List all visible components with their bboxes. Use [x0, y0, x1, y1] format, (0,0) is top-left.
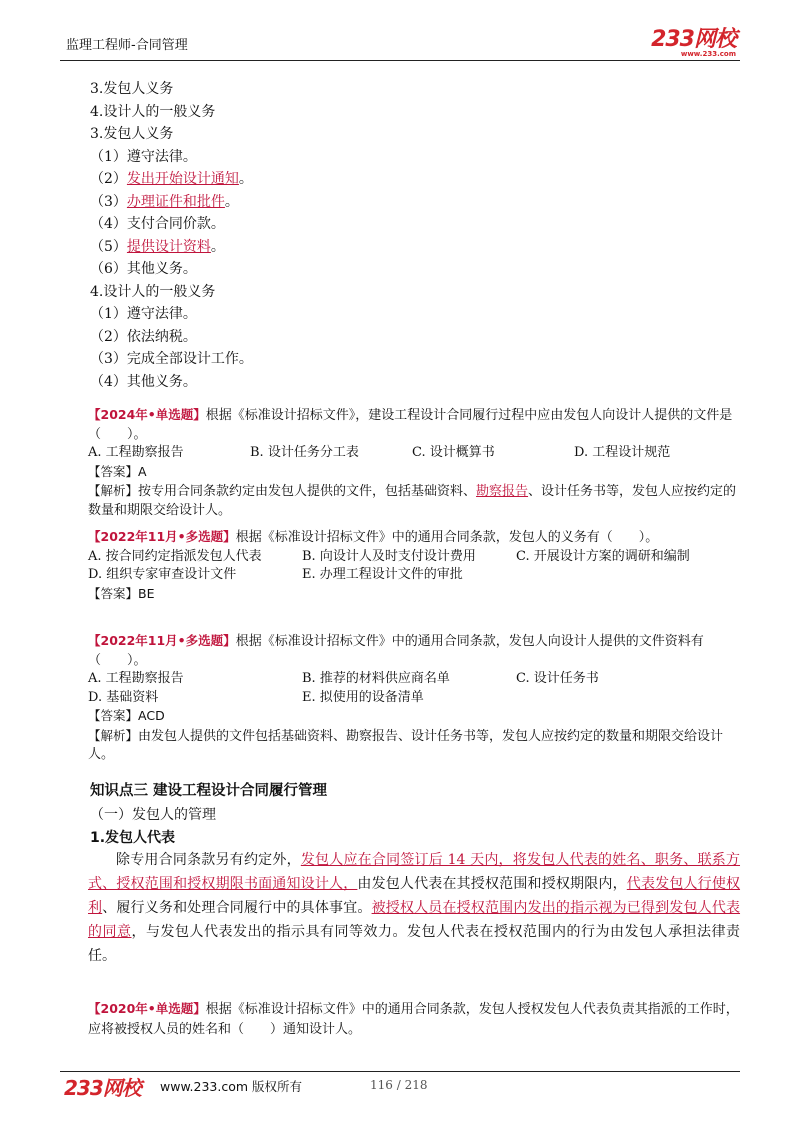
- option: E. 拟使用的设备清单: [302, 689, 424, 705]
- analysis: 【解析】由发包人提供的文件包括基础资料、勘察报告、设计任务书等，发包人应按约定的数量和期限交给设计人。: [88, 727, 724, 762]
- question-stem: 【2020年•单选题】根据《标准设计招标文件》中的通用合同条款，发包人授权发包人代表负责其指派的工作时，应将被授权人员的姓名和（ ）通知设计人。: [88, 1001, 739, 1037]
- option: D. 工程设计规范: [574, 445, 671, 460]
- answer: 【答案】ACD: [88, 708, 165, 723]
- intro-line: 3.发包人义务: [90, 81, 174, 97]
- question-4: [88, 999, 740, 1040]
- options-row: [88, 689, 740, 708]
- employer-item: （3）办理证件和批件。: [90, 193, 239, 210]
- options-row: [88, 670, 740, 689]
- question-tag: 【2020年•单选题】: [88, 1001, 206, 1016]
- footer-logo: 233网校: [64, 1076, 141, 1100]
- section-paragraph: 除专用合同条款另有约定外，发包人应在合同签订后 14 天内，将发包人代表的姓名、职务、联系方式、授权范围和授权期限书面通知设计人，由发包人代表在其授权范围和授权期限内，代表发包人行使权利、履行义务和处理合同履行中的具体事宜。被授权人员在授权范围内发出的指示视为已得到发包人代表的同意，与发包人代表发出的指示具有同等效力。发包人代表在授权范围内的行为由发包人承担法律责任。: [88, 852, 741, 964]
- question-3: [88, 632, 740, 765]
- question-tag: 【2024年•单选题】: [88, 407, 206, 422]
- question-stem: 【2022年11月•多选题】根据《标准设计招标文件》中的通用合同条款，发包人向设计人提供的文件资料有（ ）。: [88, 633, 704, 668]
- option: A. 工程勘察报告: [88, 445, 184, 460]
- answer: 【答案】A: [88, 463, 147, 479]
- option: D. 组织专家审查设计文件: [88, 567, 237, 582]
- designer-item: （4）其他义务。: [90, 373, 197, 390]
- designer-item: （3）完成全部设计工作。: [90, 351, 253, 367]
- employer-item: （5）提供设计资料。: [90, 238, 225, 255]
- question-stem: 【2024年•单选题】根据《标准设计招标文件》，建设工程设计合同履行过程中应由发包人向设计人提供的文件是（ ）。: [88, 407, 733, 442]
- header-title: 监理工程师-合同管理: [66, 38, 188, 53]
- question-tag: 【2022年11月•多选题】: [88, 633, 236, 648]
- page-header: [60, 22, 740, 61]
- option: B. 推荐的材料供应商名单: [302, 671, 450, 686]
- footer-divider: [60, 1071, 740, 1072]
- employer-item: （1）遵守法律。: [90, 148, 197, 165]
- option: A. 按合同约定指派发包人代表: [88, 548, 262, 564]
- designer-heading: 4.设计人的一般义务: [90, 283, 216, 300]
- question-stem: 【2022年11月•多选题】根据《标准设计招标文件》中的通用合同条款，发包人的义务有（ ）。: [88, 529, 659, 545]
- page-number: 116 / 218: [370, 1078, 428, 1092]
- option: D. 基础资料: [88, 689, 159, 705]
- option: C. 设计概算书: [412, 445, 495, 460]
- intro-line: 4.设计人的一般义务: [90, 103, 216, 120]
- employer-item: （6）其他义务。: [90, 261, 197, 277]
- employer-item: （2）发出开始设计通知。: [90, 171, 253, 187]
- options-row: [88, 444, 740, 463]
- option: E. 办理工程设计文件的审批: [302, 567, 463, 582]
- section-heading: 1.发包人代表: [90, 830, 176, 846]
- analysis: 【解析】按专用合同条款约定由发包人提供的文件，包括基础资料、勘察报告、设计任务书等，发包人应按约定的数量和期限交给设计人。: [88, 483, 737, 518]
- question-2: [88, 528, 740, 604]
- option: C. 设计任务书: [516, 671, 599, 686]
- answer: 【答案】BE: [88, 585, 155, 601]
- brand-logo: 233网校 www.233.com: [651, 27, 736, 58]
- option: C. 开展设计方案的调研和编制: [516, 548, 690, 564]
- section-subtitle: （一）发包人的管理: [90, 807, 216, 823]
- employer-item: （4）支付合同价款。: [90, 216, 225, 232]
- intro-line: 3.发包人义务: [90, 126, 174, 142]
- options-row: [88, 566, 740, 585]
- option: B. 向设计人及时支付设计费用: [302, 548, 476, 564]
- question-1: [88, 406, 740, 520]
- option: B. 设计任务分工表: [250, 445, 359, 460]
- options-row: [88, 548, 740, 567]
- intro-block: [90, 78, 253, 393]
- designer-item: （2）依法纳税。: [90, 328, 197, 345]
- option: A. 工程勘察报告: [88, 671, 184, 686]
- question-tag: 【2022年11月•多选题】: [88, 529, 236, 544]
- section-title: 知识点三 建设工程设计合同履行管理: [90, 783, 328, 799]
- designer-item: （1）遵守法律。: [90, 306, 197, 322]
- footer-site: www.233.com 版权所有: [160, 1079, 302, 1094]
